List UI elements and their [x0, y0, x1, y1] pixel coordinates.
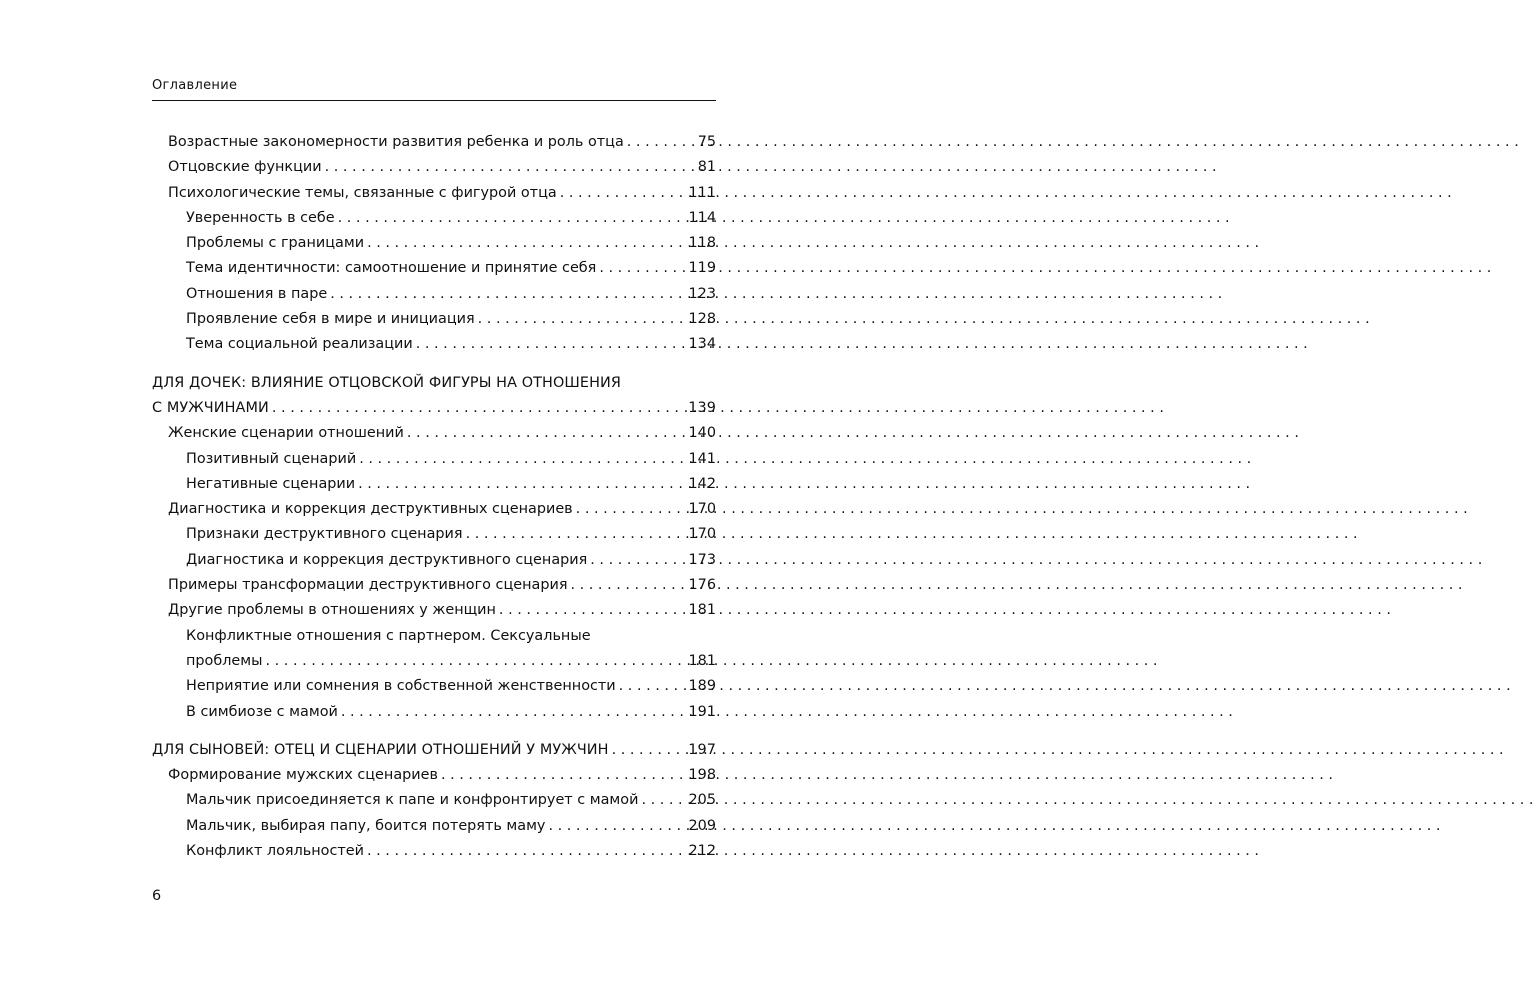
toc-entry: [152, 206, 716, 231]
dot-leader: [404, 421, 684, 446]
toc-entry-page: 123: [688, 285, 716, 302]
toc-entry-title: Тема социальной реализации: [186, 336, 413, 353]
book-page: [152, 0, 716, 1000]
toc-entry: [152, 548, 716, 573]
toc-entry-page: 141: [688, 450, 716, 467]
toc-entry-title-line: Конфликтные отношения с партнером. Сексуальные: [186, 627, 591, 644]
dot-leader: [573, 497, 684, 522]
toc-part-entry: [152, 738, 716, 763]
toc-entry-page: 111: [688, 184, 716, 201]
toc-entry-page: 118: [688, 235, 716, 252]
toc-entry-title: Отцовские функции: [168, 159, 322, 176]
toc-entry: [152, 497, 716, 522]
toc-entry-page: 170: [688, 526, 716, 543]
toc-entry-title: В симбиозе с мамой: [186, 703, 338, 720]
toc-entry-title: Неприятие или сомнения в собственной женственности: [186, 678, 616, 695]
toc-entry-page: 189: [688, 678, 716, 695]
toc-entry: [152, 788, 716, 813]
dot-leader: [438, 763, 684, 788]
toc-entry-page: 142: [688, 475, 716, 492]
running-head: Оглавление: [152, 78, 238, 93]
toc-entry: [152, 155, 716, 180]
toc-entry: [152, 307, 716, 332]
dot-leader: [327, 282, 683, 307]
toc-entry-page: 75: [697, 134, 716, 150]
toc-entry: [152, 447, 716, 472]
toc-entry-title: Возрастные закономерности развития ребенка и роль отца: [168, 134, 624, 150]
toc-part-entry: [152, 371, 716, 422]
toc-entry-title: Мальчик, выбирая папу, боится потерять маму: [186, 817, 546, 834]
dot-leader: [475, 307, 684, 332]
dot-leader: [596, 256, 683, 281]
toc-entry-page: 212: [688, 843, 716, 860]
dot-leader: [364, 231, 683, 256]
toc-entry: [152, 231, 716, 256]
toc-entry-title: Диагностика и коррекция деструктивного сценария: [186, 551, 588, 568]
toc-entry-title: Позитивный сценарий: [186, 450, 357, 467]
dot-leader: [269, 396, 683, 421]
toc-entry-page: 198: [688, 767, 716, 784]
toc-entry-title: Проблемы с границами: [186, 235, 365, 252]
toc-entry-page: 197: [688, 741, 716, 758]
toc-entry: [152, 624, 716, 675]
toc-entry-title: Формирование мужских сценариев: [168, 767, 438, 784]
dot-leader: [609, 738, 684, 763]
toc-entry-title: Примеры трансформации деструктивного сценария: [168, 577, 568, 594]
toc-entry-page: 181: [688, 652, 716, 669]
toc-entry: [152, 814, 716, 839]
page-number: 6: [152, 888, 162, 904]
toc-entry-title: Женские сценарии отношений: [168, 425, 404, 442]
toc-entry: [152, 573, 716, 598]
toc-entry: [152, 522, 716, 547]
toc-entry-title: проблемы: [186, 652, 263, 669]
dot-leader: [567, 573, 683, 598]
toc-entry: [152, 421, 716, 446]
toc-entry-title: Мальчик присоединяется к папе и конфронтирует с мамой: [186, 792, 639, 809]
toc-entry-title-line: ДЛЯ ДОЧЕК: ВЛИЯНИЕ ОТЦОВСКОЙ ФИГУРЫ НА ОТНОШЕНИЯ: [152, 374, 621, 391]
dot-leader: [616, 674, 684, 699]
dot-leader: [322, 155, 693, 180]
toc-entry-page: 173: [688, 551, 716, 568]
dot-leader: [624, 130, 693, 155]
toc-entry-page: 140: [688, 425, 716, 442]
dot-leader: [557, 181, 684, 206]
toc-entry: [152, 700, 716, 725]
toc-entry-title: Конфликт лояльностей: [186, 843, 364, 860]
table-of-contents: [152, 130, 716, 864]
toc-entry-title: Диагностика и коррекция деструктивных сценариев: [168, 501, 573, 518]
dot-leader: [356, 447, 683, 472]
toc-entry-page: 181: [688, 602, 716, 619]
toc-entry: [152, 256, 716, 281]
dot-leader: [364, 839, 684, 864]
toc-entry: [152, 674, 716, 699]
toc-entry-page: 205: [688, 792, 716, 809]
dot-leader: [496, 598, 684, 623]
dot-leader: [335, 206, 684, 231]
toc-entry: [152, 181, 716, 206]
toc-entry-page: 170: [688, 501, 716, 518]
toc-entry: [152, 598, 716, 623]
toc-entry-page: 209: [688, 817, 716, 834]
dot-leader: [463, 522, 684, 547]
dot-leader: [355, 472, 683, 497]
toc-entry-page: 114: [688, 209, 716, 226]
toc-entry-title: Проявление себя в мире и инициация: [186, 311, 475, 328]
toc-entry-page: 134: [688, 336, 716, 353]
toc-entry: [152, 130, 716, 155]
toc-entry-title: Тема идентичности: самоотношение и принятие себя: [186, 260, 597, 277]
toc-entry-title: Другие проблемы в отношениях у женщин: [168, 602, 496, 619]
toc-entry-page: 81: [697, 159, 716, 176]
toc-entry-page: 139: [688, 399, 716, 416]
toc-entry-page: 119: [688, 260, 716, 277]
header-rule: [152, 100, 716, 101]
dot-leader: [587, 548, 683, 573]
toc-entry-page: 191: [688, 703, 716, 720]
toc-entry-title: Уверенность в себе: [186, 209, 335, 226]
toc-entry-title: Негативные сценарии: [186, 475, 356, 492]
toc-entry-page: 176: [688, 577, 716, 594]
toc-entry: [152, 839, 716, 864]
dot-leader: [638, 788, 683, 813]
toc-entry-page: 128: [688, 311, 716, 328]
toc-entry-title: ДЛЯ СЫНОВЕЙ: ОТЕЦ И СЦЕНАРИИ ОТНОШЕНИЙ У МУЖЧИН: [152, 741, 609, 758]
toc-entry: [152, 472, 716, 497]
toc-entry-title: С МУЖЧИНАМИ: [152, 399, 269, 416]
toc-entry: [152, 332, 716, 357]
dot-leader: [263, 649, 684, 674]
toc-entry-title: Признаки деструктивного сценария: [186, 526, 463, 543]
dot-leader: [413, 332, 684, 357]
toc-entry: [152, 763, 716, 788]
toc-entry: [152, 282, 716, 307]
dot-leader: [545, 814, 683, 839]
dot-leader: [338, 700, 684, 725]
toc-entry-title: Отношения в паре: [186, 285, 328, 302]
toc-entry-title: Психологические темы, связанные с фигурой отца: [168, 184, 557, 201]
